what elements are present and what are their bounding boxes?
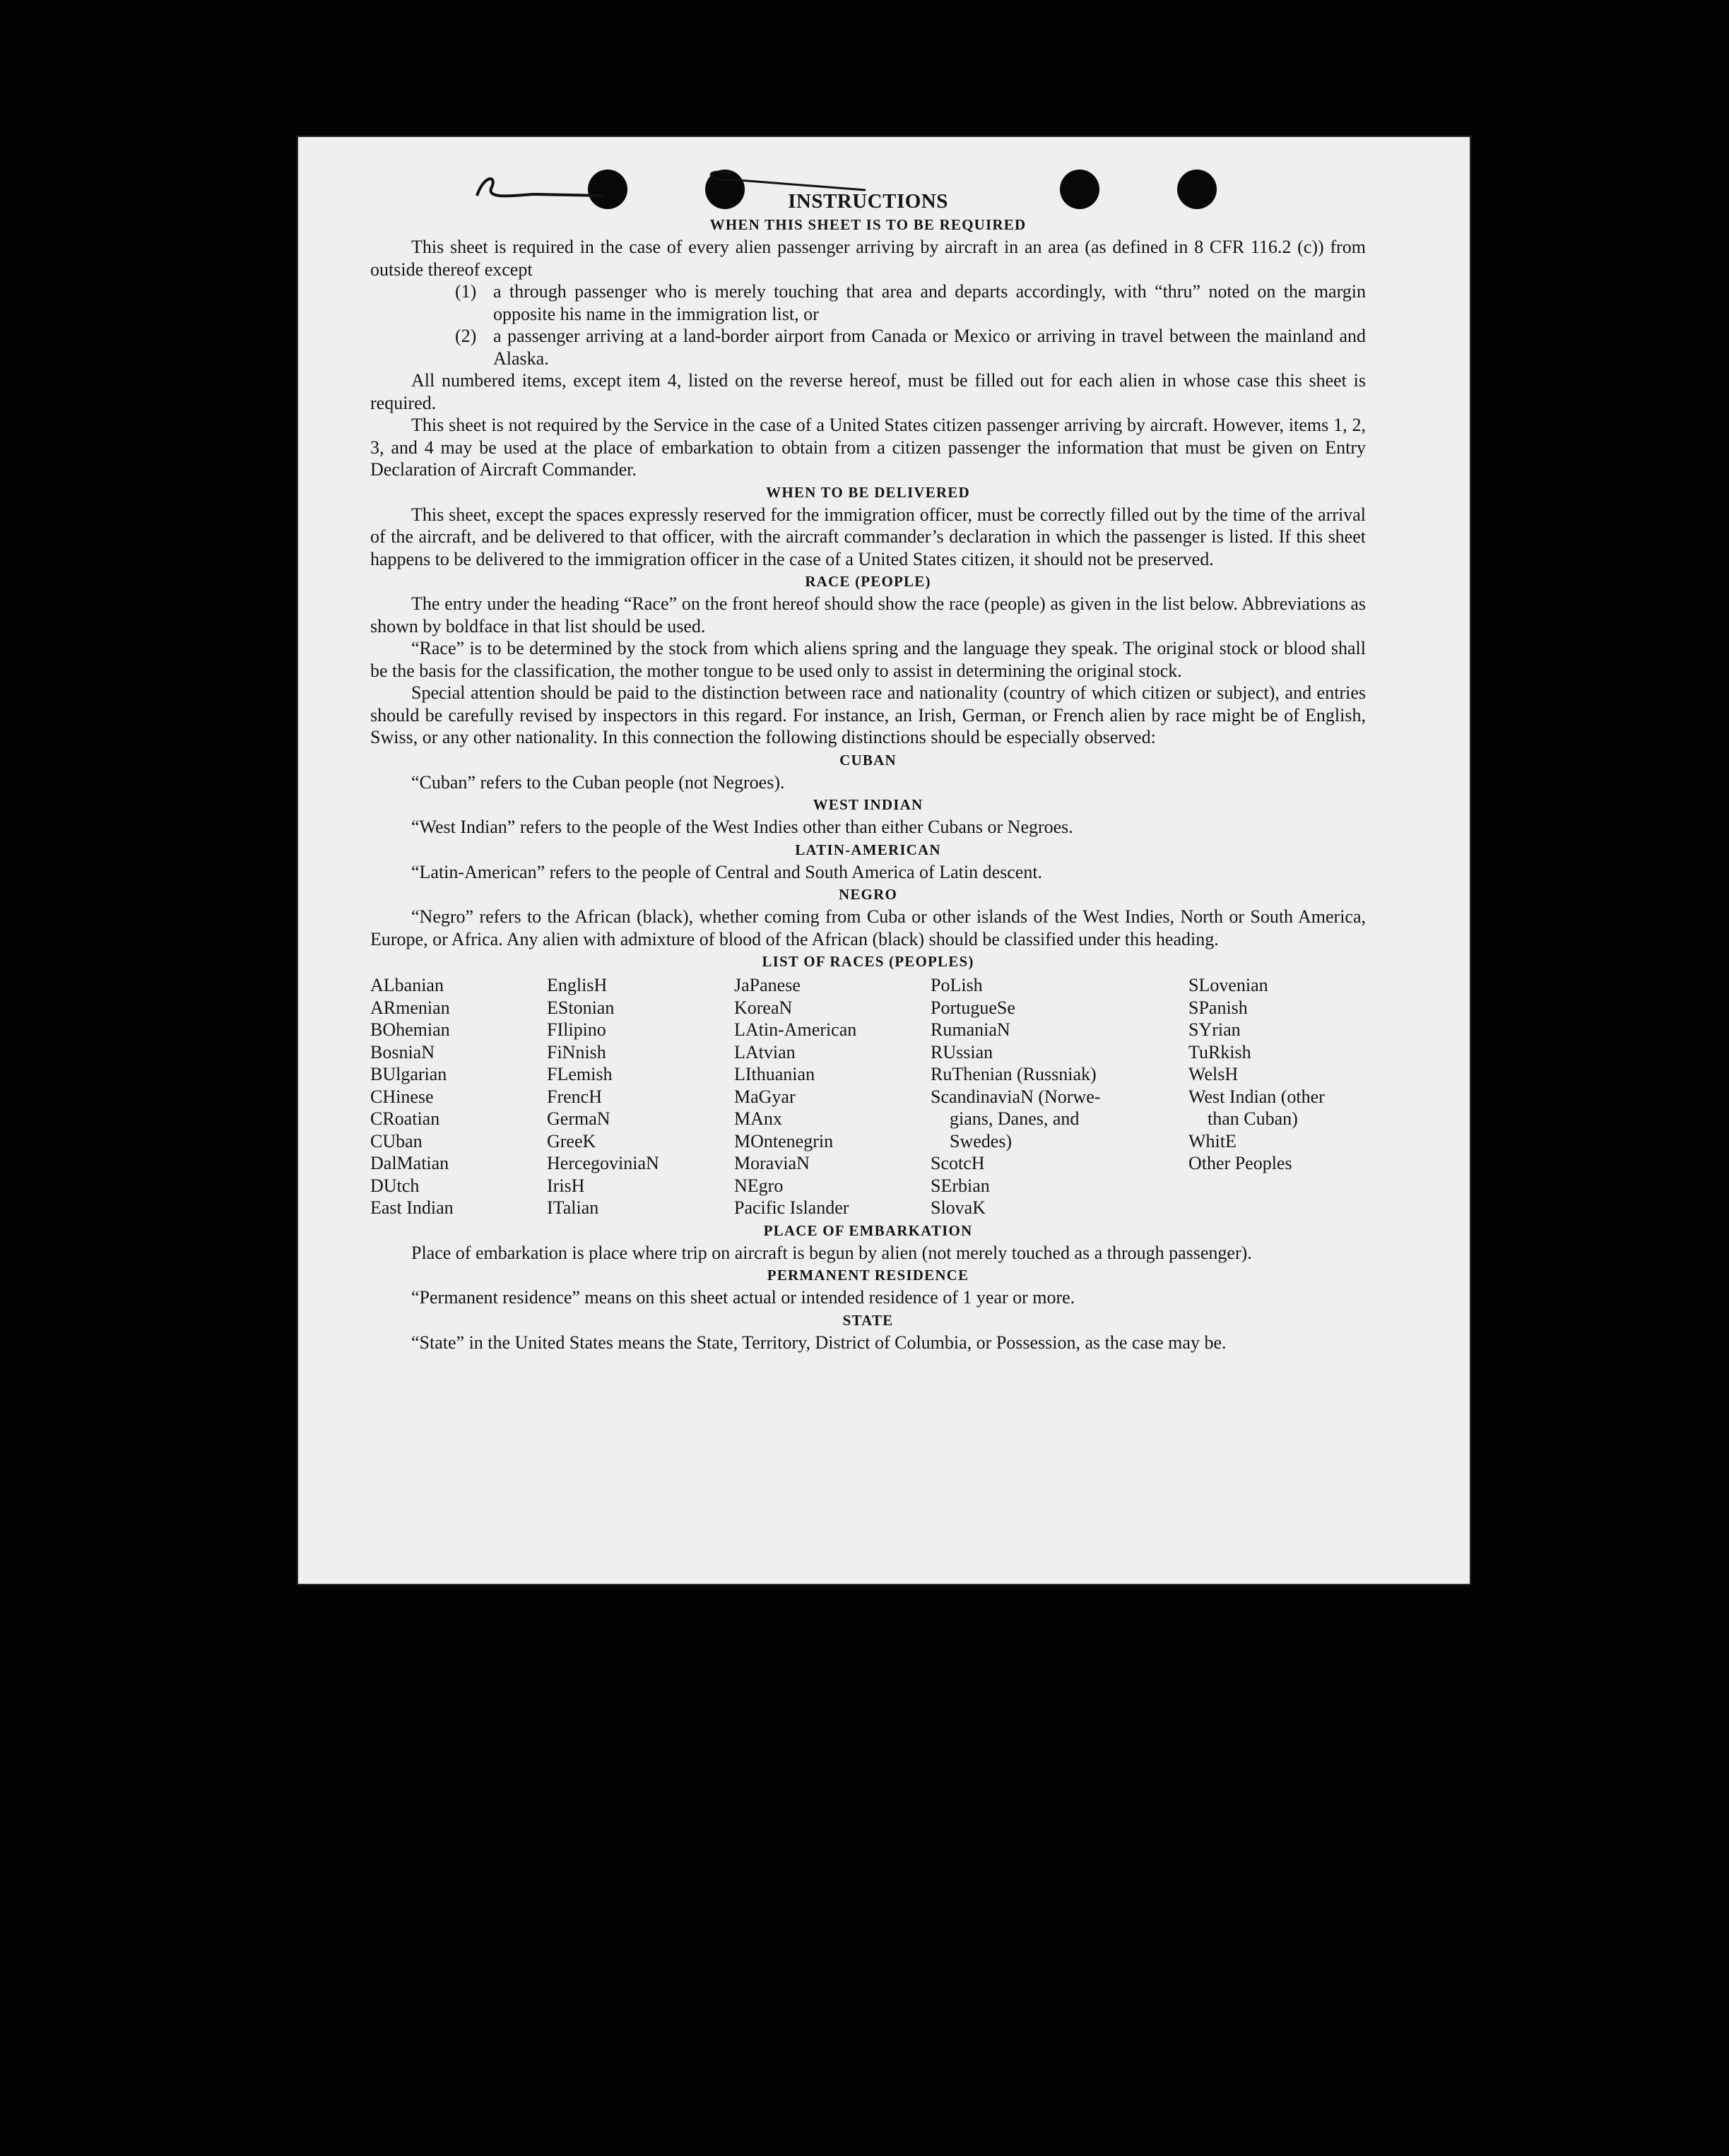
race-entry: East Indian <box>370 1197 454 1218</box>
heading-when-required: WHEN THIS SHEET IS TO BE REQUIRED <box>709 216 1027 233</box>
race-entry: MaGyar <box>734 1086 796 1107</box>
race-entry: TuRkish <box>1188 1041 1251 1062</box>
race-entry-continued: gians, Danes, and <box>950 1108 1080 1129</box>
race-entry-continued: Swedes) <box>950 1130 1013 1151</box>
race-entry: ScotcH <box>931 1153 985 1173</box>
race-entry: West Indian (other <box>1188 1086 1325 1107</box>
race-entry: GreeK <box>547 1130 596 1151</box>
race-entry: BUlgarian <box>370 1064 447 1084</box>
race-entry: MoraviaN <box>734 1153 810 1173</box>
race-entry: CUban <box>370 1130 423 1151</box>
race-entry: BosniaN <box>370 1041 435 1062</box>
race-entry: RUssian <box>931 1041 993 1062</box>
heading-cuban: CUBAN <box>839 751 897 769</box>
race-paragraph-1: The entry under the heading “Race” on the front hereof should show the race (people) as given in the list below. Abbreviations as shown by boldface in that list should be used. <box>370 593 1366 636</box>
race-entry: DalMatian <box>370 1153 449 1173</box>
race-entry: IrisH <box>547 1175 585 1196</box>
page-title: INSTRUCTIONS <box>788 190 948 213</box>
race-entry-continued: than Cuban) <box>1208 1108 1298 1129</box>
cuban-definition: “Cuban” refers to the Cuban people (not Negroes). <box>411 771 785 793</box>
exception-text: a through passenger who is merely touching that area and departs accordingly, with “thru” noted on the margin opposite his name in the immigration list, or <box>493 281 1366 324</box>
races-column <box>734 974 931 1219</box>
race-entry: FrencH <box>547 1086 602 1107</box>
races-column <box>547 974 734 1219</box>
when-required-intro: This sheet is required in the case of every alien passenger arriving by aircraft in an area (as defined in 8 CFR 116.2 (c)) from outside thereof except <box>370 237 1366 280</box>
race-entry: RumaniaN <box>931 1019 1010 1040</box>
race-entry: SlovaK <box>931 1197 986 1218</box>
heading-race: RACE (PEOPLE) <box>805 573 931 590</box>
heading-place-of-embarkation: PLACE OF EMBARKATION <box>763 1221 973 1239</box>
state-definition: “State” in the United States means the State, Territory, District of Columbia, or Possession, as the case may be. <box>411 1332 1227 1353</box>
embarkation-definition: Place of embarkation is place where trip on aircraft is begun by alien (not merely touched as a through passenger). <box>411 1242 1252 1263</box>
race-entry: FLemish <box>547 1064 613 1084</box>
west-indian-definition: “West Indian” refers to the people of the West Indies other than either Cubans or Negroes. <box>411 817 1073 837</box>
exception-number: (2) <box>455 326 477 346</box>
instructions-body <box>370 189 1366 1354</box>
heading-permanent-residence: PERMANENT RESIDENCE <box>767 1267 969 1284</box>
race-entry: PortugueSe <box>931 997 1015 1018</box>
heading-latin-american: LATIN-AMERICAN <box>795 841 941 858</box>
race-entry: CRoatian <box>370 1108 440 1129</box>
delivery-paragraph: This sheet, except the spaces expressly reserved for the immigration officer, must be correctly filled out by the time of the arrival of the aircraft, and be delivered to that officer, with the aircraft commander’s declaration in which the passenger is listed. If this sheet happens to be delivered to the immigration officer in the case of a United States citizen, it should not be preserved. <box>370 504 1366 569</box>
race-entry: ALbanian <box>370 975 444 995</box>
race-entry: LAtvian <box>734 1041 796 1062</box>
race-paragraph-3: Special attention should be paid to the distinction between race and nationality (country of which citizen or subject), and entries should be carefully revised by inspectors in this regard. For instance, an Irish, German, or French alien by race might be of English, Swiss, or any other nationality. In this connection the following distinctions should be especially observed: <box>370 682 1366 747</box>
race-entry: EStonian <box>547 997 615 1018</box>
races-table <box>370 974 1366 1219</box>
races-column <box>931 974 1188 1219</box>
race-entry: Pacific Islander <box>734 1197 849 1218</box>
citizen-paragraph: This sheet is not required by the Service in the case of a United States citizen passenger arriving by aircraft. However, items 1, 2, 3, and 4 may be used at the place of embarkation to obtain from a citizen passenger the information that must be given on Entry Declaration of Aircraft Commander. <box>370 415 1366 480</box>
latin-american-definition: “Latin-American” refers to the people of Central and South America of Latin descent. <box>411 861 1043 882</box>
race-entry: KoreaN <box>734 997 793 1018</box>
races-column <box>1188 974 1366 1219</box>
race-entry: LAtin-American <box>734 1019 857 1040</box>
race-entry: FIlipino <box>547 1019 606 1040</box>
race-entry: ARmenian <box>370 997 450 1018</box>
race-entry: SErbian <box>931 1175 990 1196</box>
race-entry: NEgro <box>734 1175 784 1196</box>
race-entry: ITalian <box>547 1197 599 1218</box>
race-entry: PoLish <box>931 975 983 995</box>
exception-text: a passenger arriving at a land-border airport from Canada or Mexico or arriving in travel between the mainland and Alaska. <box>493 326 1366 369</box>
race-entry: JaPanese <box>734 975 801 995</box>
race-entry: WhitE <box>1188 1130 1237 1151</box>
exception-number: (1) <box>455 281 477 302</box>
race-paragraph-2: “Race” is to be determined by the stock from which aliens spring and the language they speak. The original stock or blood shall be the basis for the classification, the mother tongue to be used only to assist in determining the original stock. <box>370 638 1366 681</box>
race-entry: WelsH <box>1188 1064 1239 1084</box>
numbered-items-paragraph: All numbered items, except item 4, listed on the reverse hereof, must be filled out for each alien in whose case this sheet is required. <box>370 370 1366 413</box>
race-entry: SPanish <box>1188 997 1248 1018</box>
heading-list-of-races: LIST OF RACES (PEOPLES) <box>762 953 974 970</box>
residence-definition: “Permanent residence” means on this sheet actual or intended residence of 1 year or more. <box>411 1287 1075 1308</box>
race-entry: RuThenian (Russniak) <box>931 1064 1097 1084</box>
race-entry: Other Peoples <box>1188 1153 1292 1173</box>
race-entry: SYrian <box>1188 1019 1241 1040</box>
race-entry: FiNnish <box>547 1041 606 1062</box>
race-entry: DUtch <box>370 1175 420 1196</box>
negro-definition: “Negro” refers to the African (black), whether coming from Cuba or other islands of the West Indies, North or South America, Europe, or Africa. Any alien with admixture of blood of the African (black) should be classified under this heading. <box>370 906 1366 949</box>
heading-when-delivered: WHEN TO BE DELIVERED <box>766 483 970 501</box>
race-entry: LIthuanian <box>734 1064 815 1084</box>
heading-negro: NEGRO <box>838 886 897 903</box>
exception-item <box>370 325 1366 369</box>
document-page <box>297 136 1471 1585</box>
exception-item <box>370 280 1366 325</box>
race-entry: BOhemian <box>370 1019 450 1040</box>
race-entry: ScandinaviaN (Norwe- <box>931 1086 1101 1107</box>
race-entry: MAnx <box>734 1108 782 1129</box>
race-entry: MOntenegrin <box>734 1130 834 1151</box>
race-entry: GermaN <box>547 1108 610 1129</box>
race-entry: SLovenian <box>1188 975 1268 995</box>
races-column <box>370 974 547 1219</box>
race-entry: HercegoviniaN <box>547 1153 659 1173</box>
race-entry: CHinese <box>370 1086 434 1107</box>
heading-west-indian: WEST INDIAN <box>813 796 923 813</box>
race-entry: EnglisH <box>547 975 608 995</box>
heading-state: STATE <box>842 1311 894 1329</box>
